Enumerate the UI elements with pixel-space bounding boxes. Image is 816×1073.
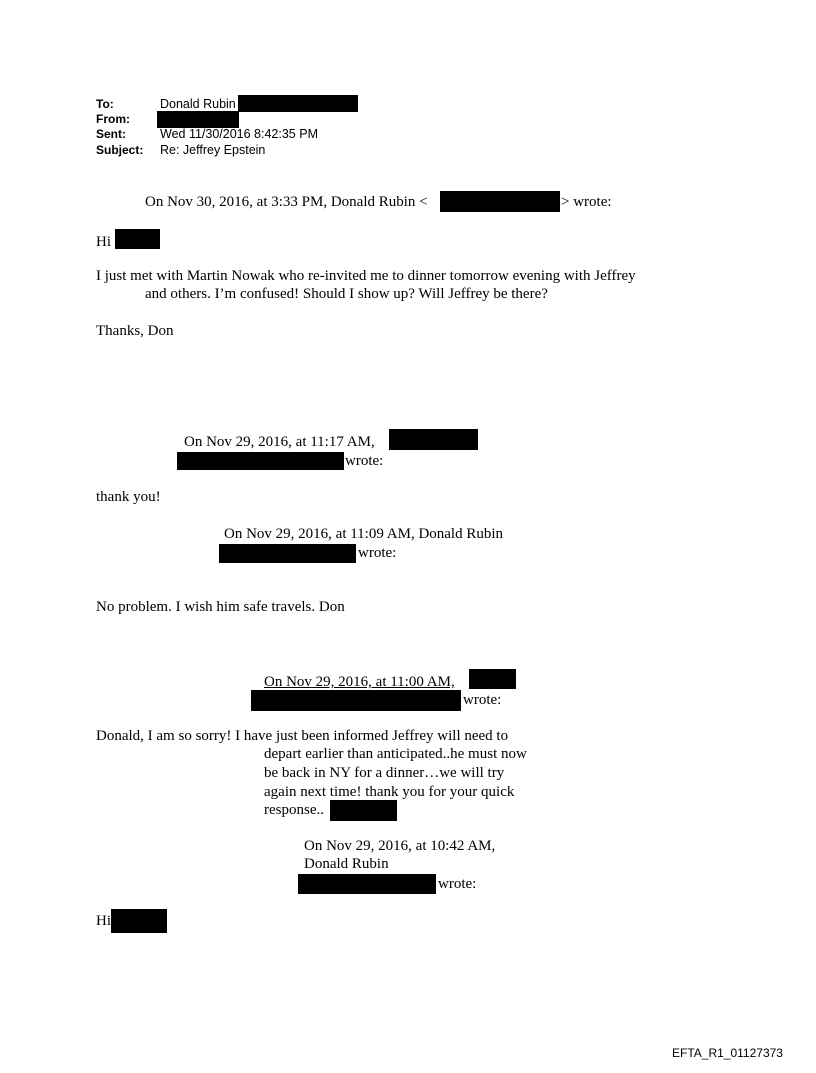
body-line: No problem. I wish him safe travels. Don bbox=[96, 599, 345, 615]
sent-label: Sent: bbox=[96, 127, 126, 141]
body-line: I just met with Martin Nowak who re-invited me to dinner tomorrow evening with Jeffrey bbox=[96, 268, 636, 284]
wrote-label: wrote: bbox=[463, 692, 502, 708]
redaction-box bbox=[157, 111, 239, 128]
body-line: depart earlier than anticipated..he must now bbox=[264, 746, 527, 762]
message-intro: On Nov 29, 2016, at 10:42 AM, bbox=[304, 838, 496, 854]
message-intro: On Nov 29, 2016, at 11:00 AM, bbox=[264, 674, 455, 690]
redaction-box bbox=[115, 229, 160, 249]
subject-label: Subject: bbox=[96, 143, 144, 157]
redaction-box bbox=[111, 909, 167, 933]
body-line: and others. I’m confused! Should I show up? Will Jeffrey be there? bbox=[145, 286, 548, 302]
redaction-box bbox=[469, 669, 516, 689]
wrote-label: wrote: bbox=[358, 545, 397, 561]
sent-value: Wed 11/30/2016 8:42:35 PM bbox=[160, 127, 318, 141]
message-intro-end: > wrote: bbox=[561, 194, 612, 210]
redaction-box bbox=[298, 874, 436, 894]
greeting: Hi bbox=[96, 913, 111, 929]
body-line: Donald, I am so sorry! I have just been informed Jeffrey will need to bbox=[96, 728, 509, 744]
redaction-box bbox=[330, 800, 397, 821]
redaction-box bbox=[238, 95, 358, 112]
body-line: response.. bbox=[264, 802, 324, 818]
message-intro: On Nov 29, 2016, at 11:09 AM, Donald Rubin bbox=[224, 526, 504, 542]
body-line: thank you! bbox=[96, 489, 161, 505]
redaction-box bbox=[251, 690, 461, 711]
signoff: Thanks, Don bbox=[96, 323, 174, 339]
redaction-box bbox=[177, 452, 344, 470]
redaction-box bbox=[440, 191, 560, 212]
message-intro: On Nov 30, 2016, at 3:33 PM, Donald Rubin < bbox=[145, 194, 428, 210]
subject-value: Re: Jeffrey Epstein bbox=[160, 143, 266, 157]
body-line: again next time! thank you for your quick bbox=[264, 784, 515, 800]
body-line: be back in NY for a dinner…we will try bbox=[264, 765, 505, 781]
message-intro: On Nov 29, 2016, at 11:17 AM, bbox=[184, 434, 375, 450]
greeting: Hi bbox=[96, 234, 111, 250]
message-intro: Donald Rubin bbox=[304, 856, 389, 872]
from-label: From: bbox=[96, 112, 130, 126]
redaction-box bbox=[219, 544, 356, 563]
redaction-box bbox=[389, 429, 478, 450]
document-id: EFTA_R1_01127373 bbox=[672, 1046, 783, 1060]
wrote-label: wrote: bbox=[345, 453, 384, 469]
wrote-label: wrote: bbox=[438, 876, 477, 892]
to-value: Donald Rubin bbox=[160, 97, 236, 111]
to-label: To: bbox=[96, 97, 114, 111]
